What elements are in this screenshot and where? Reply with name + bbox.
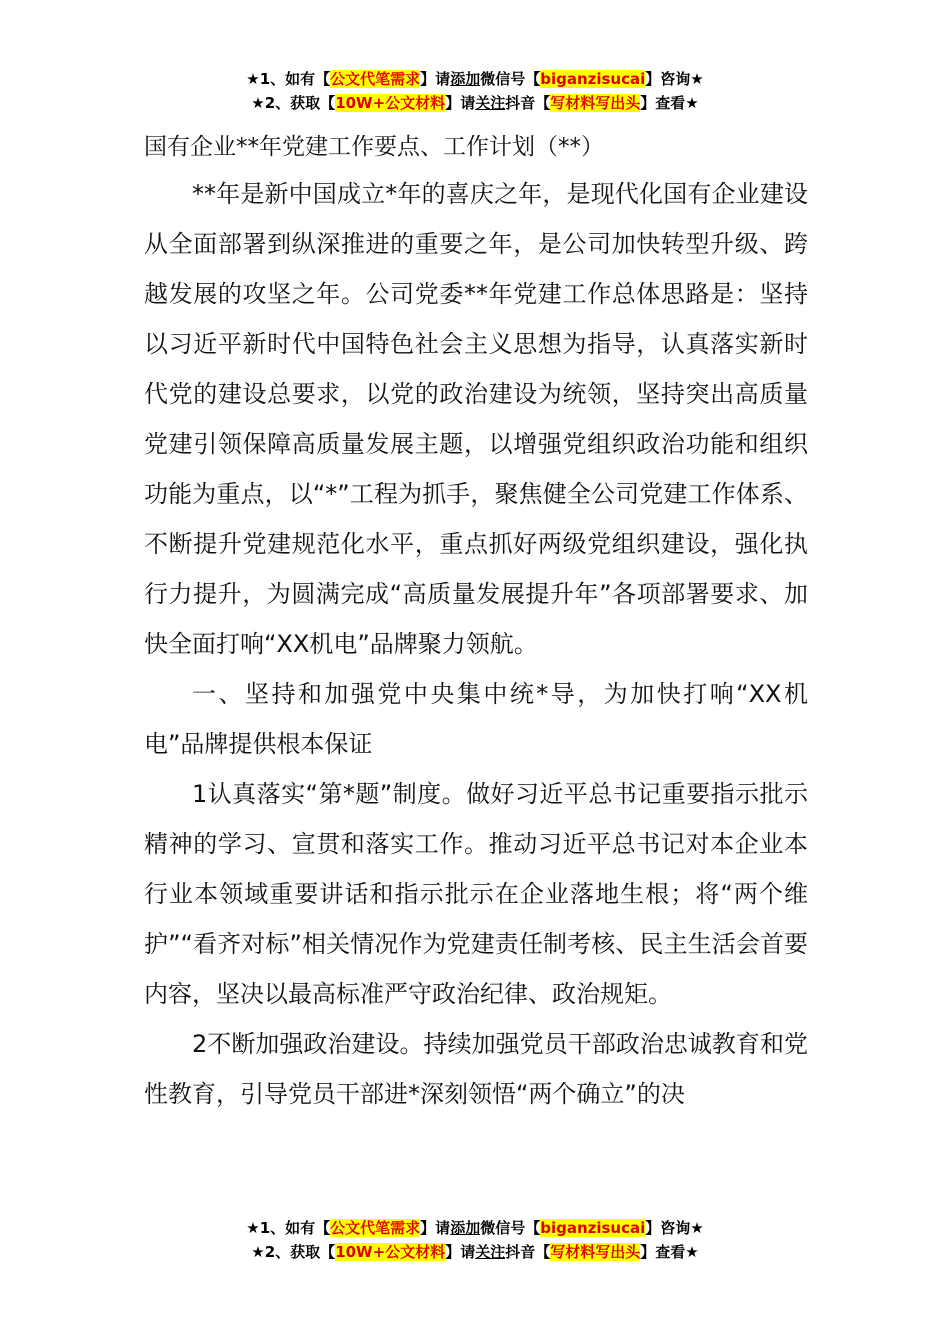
banner-highlight: 公文代笔需求	[330, 1219, 421, 1237]
banner-underlined: 添加	[450, 1219, 481, 1237]
banner-text: 】咨询★	[645, 1219, 704, 1237]
banner-text: ★2、获取【	[251, 94, 336, 112]
banner-text: 】请	[445, 1243, 476, 1261]
banner-underlined: 关注	[475, 1243, 506, 1261]
banner-text: 微信号【	[480, 70, 541, 88]
banner-text: 抖音【	[505, 94, 551, 112]
banner-text: 抖音【	[505, 1243, 551, 1261]
banner-line-1	[0, 1216, 950, 1240]
banner-highlight: biganzisucai	[540, 70, 646, 88]
footer-banner	[0, 1216, 950, 1264]
document-title: 国有企业**年党建工作要点、工作计划（**）	[144, 134, 604, 160]
section-heading: 一、坚持和加强党中央集中统*导，为加快打响“XX机电”品牌提供根本保证	[144, 680, 808, 758]
banner-text: 】请	[420, 1219, 451, 1237]
banner-line-1	[0, 67, 950, 91]
banner-text: 】请	[445, 94, 476, 112]
banner-highlight: 写材料写出头	[550, 94, 641, 112]
banner-text: 微信号【	[480, 1219, 541, 1237]
banner-underlined: 关注	[475, 94, 506, 112]
paragraph: 2不断加强政治建设。持续加强党员干部政治忠诚教育和党性教育，引导党员干部进*深刻领悟“两个确立”的决	[144, 1030, 808, 1108]
banner-text: ★1、如有【	[246, 1219, 331, 1237]
document-body	[144, 125, 808, 1119]
banner-underlined: 添加	[450, 70, 481, 88]
header-banner	[0, 67, 950, 115]
banner-line-2	[0, 1240, 950, 1264]
banner-text: 】查看★	[640, 94, 699, 112]
banner-highlight: 公文代笔需求	[330, 70, 421, 88]
banner-highlight: 10W+公文材料	[335, 94, 446, 112]
banner-highlight: biganzisucai	[540, 1219, 646, 1237]
banner-text: ★1、如有【	[246, 70, 331, 88]
banner-highlight: 10W+公文材料	[335, 1243, 446, 1261]
banner-text: 】查看★	[640, 1243, 699, 1261]
paragraph: **年是新中国成立*年的喜庆之年，是现代化国有企业建设从全面部署到纵深推进的重要之年，是公司加快转型升级、跨越发展的攻坚之年。公司党委**年党建工作总体思路是：坚持以习近平新时代中国特色社会主义思想为指导，认真落实新时代党的建设总要求，以党的政治建设为统领，坚持突出高质量党建引领保障高质量发展主题，以增强党组织政治功能和组织功能为重点，以“*”工程为抓手，聚焦健全公司党建工作体系、不断提升党建规范化水平，重点抓好两级党组织建设，强化执行力提升，为圆满完成“高质量发展提升年”各项部署要求、加快全面打响“XX机电”品牌聚力领航。	[144, 180, 808, 658]
banner-text: ★2、获取【	[251, 1243, 336, 1261]
banner-text: 】请	[420, 70, 451, 88]
banner-line-2	[0, 91, 950, 115]
banner-highlight: 写材料写出头	[550, 1243, 641, 1261]
banner-text: 】咨询★	[645, 70, 704, 88]
paragraph: 1认真落实“第*题”制度。做好习近平总书记重要指示批示精神的学习、宣贯和落实工作。推动习近平总书记对本企业本行业本领域重要讲话和指示批示在企业落地生根；将“两个维护”“看齐对标”相关情况作为党建责任制考核、民主生活会首要内容，坚决以最高标准严守政治纪律、政治规矩。	[144, 780, 808, 1008]
